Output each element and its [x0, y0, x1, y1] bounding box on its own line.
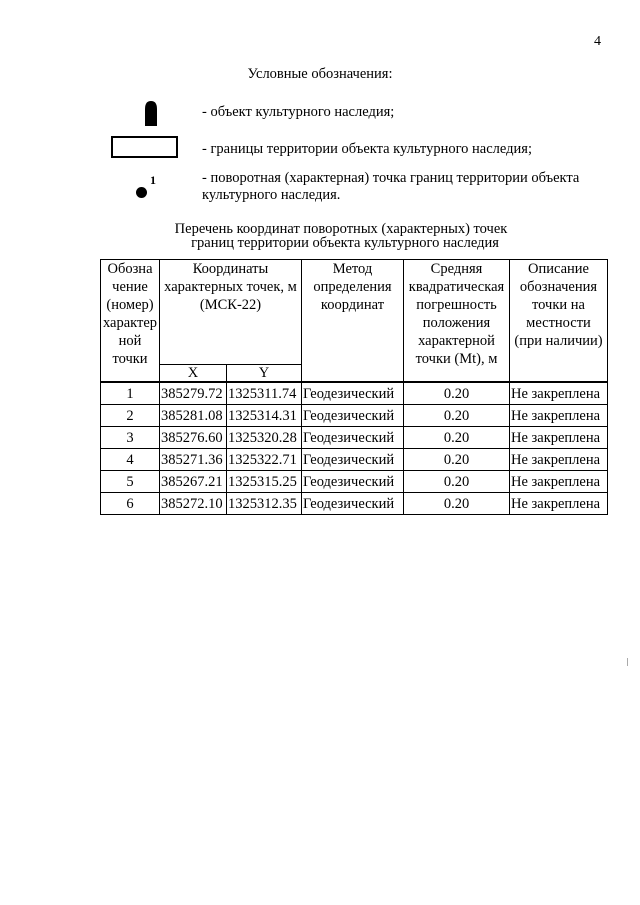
cell-error: 0.20 — [404, 471, 510, 493]
cell-description: Не закреплена — [510, 493, 608, 515]
cell-y: 1325311.74 — [227, 382, 302, 405]
cell-method: Геодезический — [302, 405, 404, 427]
cell-description: Не закреплена — [510, 382, 608, 405]
header-method: Метод определения координат — [302, 260, 404, 383]
cell-x: 385267.21 — [160, 471, 227, 493]
cell-y: 1325315.25 — [227, 471, 302, 493]
table-row — [101, 449, 608, 471]
cell-description: Не закреплена — [510, 405, 608, 427]
list-title-line1: Перечень координат поворотных (характерных) точек — [174, 221, 508, 237]
point-icon — [136, 187, 147, 198]
cell-point-number: 1 — [101, 382, 160, 405]
legend-title: Условные обозначения: — [247, 66, 393, 82]
cell-error: 0.20 — [404, 382, 510, 405]
cell-point-number: 2 — [101, 405, 160, 427]
legend-item-point-text-line2: культурного наследия. — [202, 187, 341, 203]
cell-method: Геодезический — [302, 427, 404, 449]
cell-error: 0.20 — [404, 449, 510, 471]
header-description: Описание обозначения точки на местности (при наличии) — [510, 260, 608, 383]
cell-y: 1325312.35 — [227, 493, 302, 515]
point-icon-label: 1 — [150, 173, 156, 187]
table-row — [101, 471, 608, 493]
cell-error: 0.20 — [404, 427, 510, 449]
cell-x: 385276.60 — [160, 427, 227, 449]
monument-icon — [142, 100, 160, 126]
list-title-line2: границ территории объекта культурного наследия — [191, 235, 499, 251]
cell-error: 0.20 — [404, 493, 510, 515]
cell-error: 0.20 — [404, 405, 510, 427]
table-header-row — [101, 260, 608, 365]
header-y: Y — [227, 365, 302, 383]
cell-point-number: 5 — [101, 471, 160, 493]
legend-item-boundary-text: - границы территории объекта культурного наследия; — [202, 141, 532, 157]
cell-x: 385279.72 — [160, 382, 227, 405]
header-coordinates: Координаты характерных точек, м (МСК-22) — [160, 260, 302, 365]
cell-y: 1325314.31 — [227, 405, 302, 427]
table-row — [101, 382, 608, 405]
cell-method: Геодезический — [302, 382, 404, 405]
cell-x: 385271.36 — [160, 449, 227, 471]
cell-description: Не закреплена — [510, 449, 608, 471]
coordinates-table — [100, 259, 608, 515]
table-row — [101, 427, 608, 449]
header-x: X — [160, 365, 227, 383]
boundary-rectangle-icon — [111, 136, 178, 158]
cell-description: Не закреплена — [510, 427, 608, 449]
cell-x: 385272.10 — [160, 493, 227, 515]
legend-item-point-text-line1: - поворотная (характерная) точка границ территории объекта — [202, 170, 580, 186]
legend-item-monument-text: - объект культурного наследия; — [202, 104, 395, 120]
page-number: 4 — [594, 34, 601, 49]
cell-method: Геодезический — [302, 493, 404, 515]
header-designation: Обозна чение (номер) характер ной точки — [101, 260, 160, 383]
cell-y: 1325320.28 — [227, 427, 302, 449]
scan-artifact — [627, 658, 628, 666]
cell-method: Геодезический — [302, 471, 404, 493]
cell-y: 1325322.71 — [227, 449, 302, 471]
cell-point-number: 4 — [101, 449, 160, 471]
cell-x: 385281.08 — [160, 405, 227, 427]
header-error: Средняя квадратическая погрешность положения характерной точки (Mt), м — [404, 260, 510, 383]
table-row — [101, 493, 608, 515]
cell-method: Геодезический — [302, 449, 404, 471]
table-row — [101, 405, 608, 427]
cell-point-number: 3 — [101, 427, 160, 449]
cell-point-number: 6 — [101, 493, 160, 515]
cell-description: Не закреплена — [510, 471, 608, 493]
